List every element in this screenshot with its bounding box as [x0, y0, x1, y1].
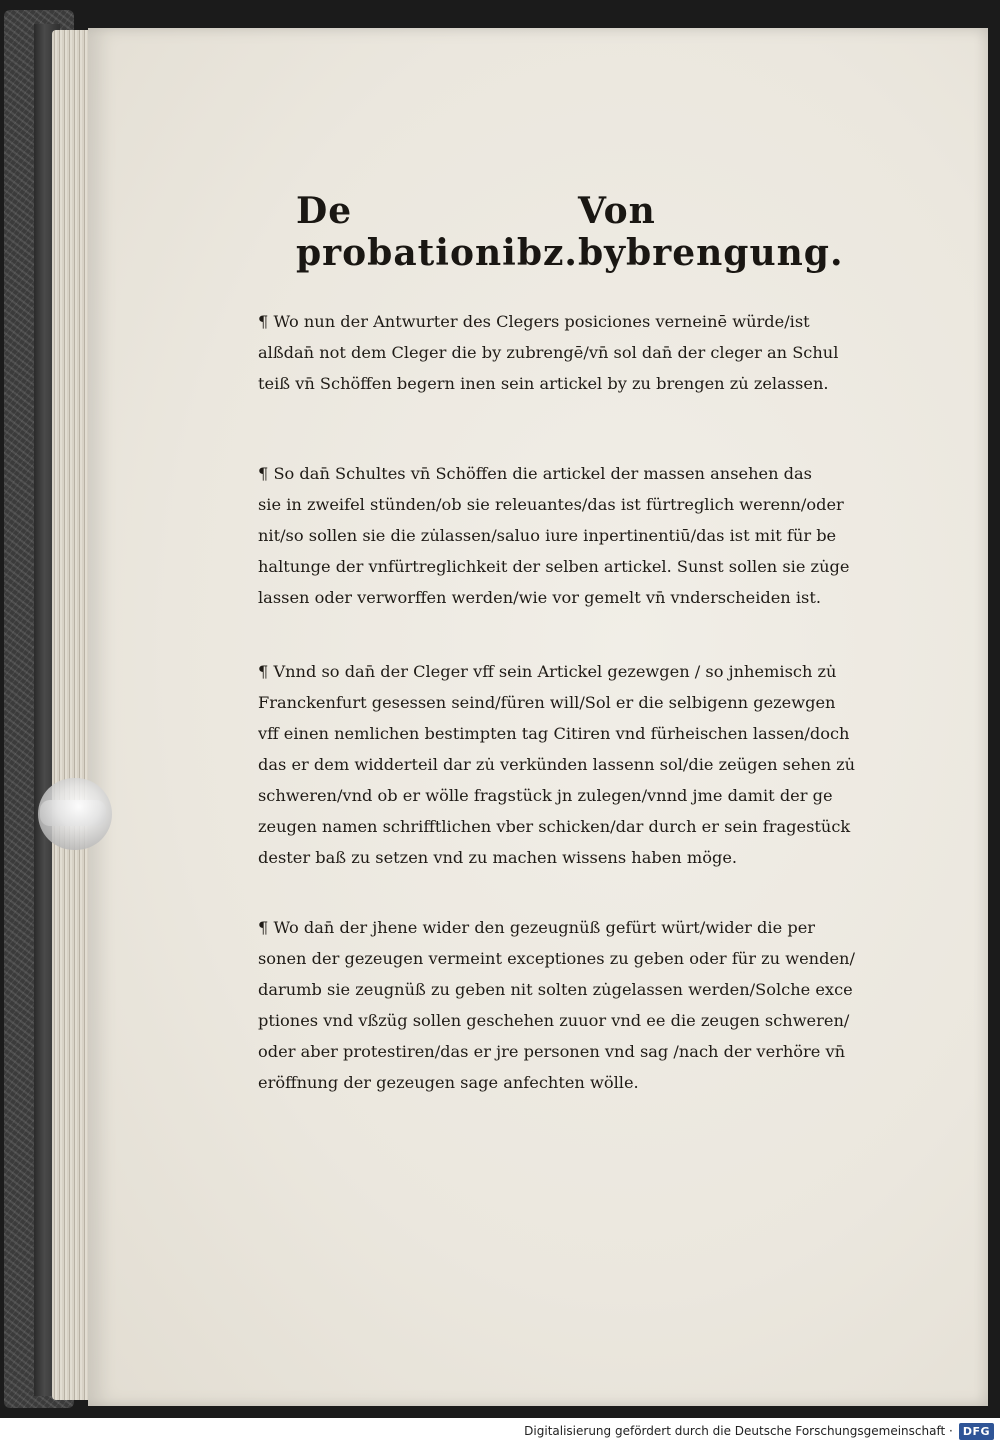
- text-line: ptiones vnd vßzüg sollen geschehen zuuor vnd ee die zeugen schweren/: [258, 1011, 850, 1030]
- page-clip-knob: [38, 778, 112, 850]
- paragraph-4: [258, 912, 856, 1098]
- text-line: nit/so sollen sie die zu̇lassen/saluo iure inpertinentiū/das ist mit für be: [258, 526, 837, 545]
- text-line: das er dem widderteil dar zu̇ verkünden lassenn sol/die zeügen sehen zu̇: [258, 755, 856, 774]
- text-line: Franckenfurt gesessen seind/füren will/Sol er die selbigenn gezewgen: [258, 693, 836, 712]
- text-line: alßdan̄ not dem Cleger die by zubrengē/vn̄ sol dan̄ der cleger an Schul: [258, 343, 839, 362]
- heading-latin: De probationibz.: [296, 190, 578, 274]
- heading-german: Von bybrengung.: [577, 190, 844, 274]
- text-line: haltunge der vnfürtreglichkeit der selben artickel. Sunst sollen sie zu̇ge: [258, 557, 850, 576]
- page-edges: [52, 30, 92, 1400]
- dfg-logo: DFG: [959, 1423, 994, 1440]
- text-line: darumb sie zeugnüß zu geben nit solten zu̇gelassen werden/Solche exce: [258, 980, 853, 999]
- text-line: lassen oder verworffen werden/wie vor gemelt vn̄ vnderscheiden ist.: [258, 588, 822, 607]
- text-line: teiß vn̄ Schöffen begern inen sein artickel by zu brengen zu̇ zelassen.: [258, 374, 829, 393]
- paragraph-3: [258, 656, 856, 873]
- text-line: sonen der gezeugen vermeint exceptiones zu geben oder für zu wenden/: [258, 949, 855, 968]
- text-line: sie in zweifel stünden/ob sie releuantes/das ist fürtreglich werenn/oder: [258, 495, 844, 514]
- footer-bar: [0, 1418, 1000, 1444]
- text-line: ¶ Wo nun der Antwurter des Clegers posiciones verneinē würde/ist: [258, 312, 810, 331]
- text-line: ¶ Wo dan̄ der jhene wider den gezeugnüß gefürt würt/wider die per: [258, 918, 816, 937]
- text-line: ¶ Vnnd so dan̄ der Cleger vff sein Artickel gezewgen / so jnhemisch zu̇: [258, 662, 837, 681]
- text-line: zeugen namen schrifftlichen vber schicken/dar durch er sein fragestück: [258, 817, 851, 836]
- text-line: vff einen nemlichen bestimpten tag Citiren vnd fürheischen lassen/doch: [258, 724, 850, 743]
- text-line: oder aber protestiren/das er jre personen vnd sag /nach der verhöre vn̄: [258, 1042, 846, 1061]
- page-heading: [296, 190, 856, 274]
- paragraph-1: [258, 306, 856, 399]
- text-line: eröffnung der gezeugen sage anfechten wölle.: [258, 1073, 639, 1092]
- text-line: ¶ So dan̄ Schultes vn̄ Schöffen die artickel der massen ansehen das: [258, 464, 812, 483]
- text-line: schweren/vnd ob er wölle fragstück jn zulegen/vnnd jme damit der ge: [258, 786, 833, 805]
- funding-credit: Digitalisierung gefördert durch die Deutsche Forschungsgemeinschaft ·: [524, 1424, 953, 1438]
- paragraph-2: [258, 458, 856, 613]
- text-line: dester baß zu setzen vnd zu machen wissens haben möge.: [258, 848, 738, 867]
